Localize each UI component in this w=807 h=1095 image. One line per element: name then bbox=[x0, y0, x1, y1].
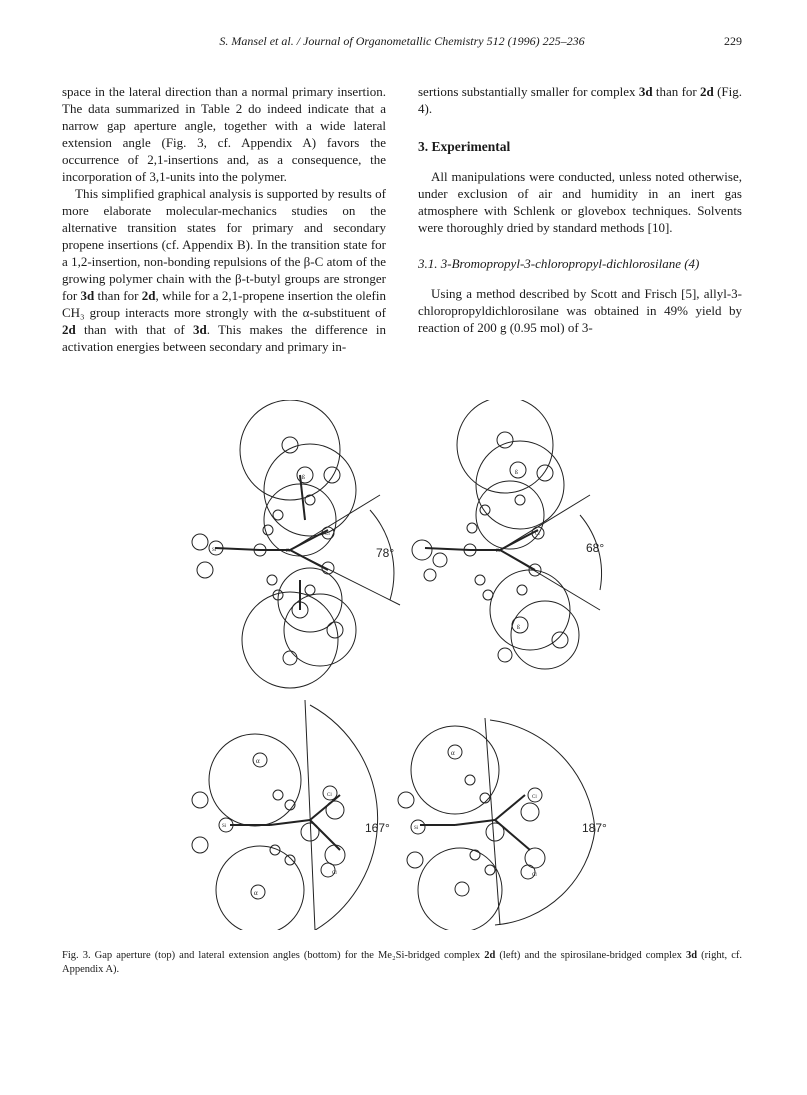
compound-ref: 3d bbox=[686, 950, 698, 961]
angle-label-bottom-right: 187° bbox=[582, 821, 607, 835]
left-paragraph-2 bbox=[62, 185, 386, 355]
right-column bbox=[418, 83, 742, 336]
running-title: S. Mansel et al. / Journal of Organometallic Chemistry 512 (1996) 225–236 bbox=[219, 34, 585, 48]
right-paragraph-3: Using a method described by Scott and Frisch [5], allyl-3-chloropropyldichlorosilane was obtained in 49% yield by reaction of 200 g (0.95 mol) of 3- bbox=[418, 286, 742, 335]
angle-label-top-left: 78° bbox=[376, 546, 395, 560]
si-label: Si bbox=[212, 548, 217, 553]
model-top-right bbox=[412, 400, 604, 669]
compound-ref: 2d bbox=[141, 288, 156, 303]
alpha-label: α bbox=[254, 889, 258, 897]
si-label: Si bbox=[222, 824, 227, 829]
alpha-label: α bbox=[451, 749, 455, 757]
model-bottom-left bbox=[192, 700, 390, 930]
compound-ref: 2d bbox=[484, 950, 496, 961]
page-number: 229 bbox=[724, 34, 742, 48]
left-column bbox=[62, 83, 386, 355]
running-header bbox=[62, 34, 742, 54]
beta-label: ß bbox=[302, 475, 305, 481]
text-run: . This makes the difference in activation energies between secondary and primary in- bbox=[62, 322, 386, 354]
compound-ref: 3d bbox=[80, 288, 95, 303]
alpha-label: α bbox=[256, 757, 260, 765]
left-paragraph-1: space in the lateral direction than a normal primary insertion. The data summarized in Table 2 do indeed indicate that a narrow gap aperture angle, together with a wide lateral extension angle (Fig. 3, cf. Appendix A) favors the occurrence of 2,1-insertions and, as a consequence, the incorporation of 3,1-units into the polymer. bbox=[62, 84, 386, 184]
text-run: (right, cf. Appendix A). bbox=[62, 950, 742, 975]
zr-label: Zr bbox=[496, 549, 501, 554]
right-paragraph-2: All manipulations were conducted, unless noted otherwise, under exclusion of air and humidity in an inert gas atmosphere with Schlenk or glovebox techniques. Solvents were thoroughly dried by standard methods [10]. bbox=[418, 169, 742, 235]
compound-ref: 2d bbox=[700, 84, 714, 99]
cl-label: Cl bbox=[327, 793, 332, 798]
figure-caption bbox=[62, 949, 742, 977]
cl-label: Cl bbox=[532, 873, 537, 878]
compound-ref: 2d bbox=[62, 322, 76, 337]
angle-label-bottom-left: 167° bbox=[365, 821, 390, 835]
text-run: Fig. 3. Gap aperture (top) and lateral extension angles (bottom) for the Me₂Si-bridged complex bbox=[62, 950, 485, 961]
model-top-left bbox=[192, 400, 400, 688]
model-bottom-right bbox=[398, 718, 607, 930]
subsection-heading: 3.1. 3-Bromopropyl-3-chloropropyl-dichlorosilane (4) bbox=[418, 256, 700, 271]
zr-label: Zr bbox=[286, 549, 291, 554]
section-heading: 3. Experimental bbox=[418, 139, 511, 154]
text-run: This simplified graphical analysis is supported by results of more elaborate molecular-mechanics studies on the alternative transition states for primary and secondary propene insertions (cf. Appendix B). In the transition state for a 1,2-insertion, non-bonding repulsions of the β-C atom of the growing polymer chain with the β-t-butyl groups are stronger for bbox=[62, 186, 386, 303]
figure-3 bbox=[150, 400, 670, 930]
compound-ref: 3d bbox=[193, 322, 207, 337]
beta-label: ß bbox=[515, 470, 518, 476]
cl-label: Cl bbox=[535, 532, 540, 537]
molecular-model-figure bbox=[150, 400, 670, 930]
text-run: , while for a 2,1-propene insertion the olefin CH₃ group interacts more strongly with the α-substituent of bbox=[62, 288, 386, 320]
text-run: (Fig. 4). bbox=[418, 84, 743, 116]
text-run: than with that of bbox=[75, 322, 194, 337]
beta-label: ß bbox=[517, 625, 520, 631]
right-paragraph-1 bbox=[418, 83, 742, 117]
text-run: than for bbox=[94, 288, 142, 303]
angle-label-top-right: 68° bbox=[586, 541, 605, 555]
compound-ref: 3d bbox=[638, 84, 653, 99]
cl-label: Cl bbox=[325, 532, 330, 537]
cl-label: Cl bbox=[532, 795, 537, 800]
text-run: sertions substantially smaller for complex bbox=[418, 84, 639, 99]
si-label: Si bbox=[414, 826, 419, 831]
cl-label: Cl bbox=[332, 871, 337, 876]
text-run: than for bbox=[652, 84, 701, 99]
text-run: (left) and the spirosilane-bridged complex bbox=[495, 950, 686, 961]
